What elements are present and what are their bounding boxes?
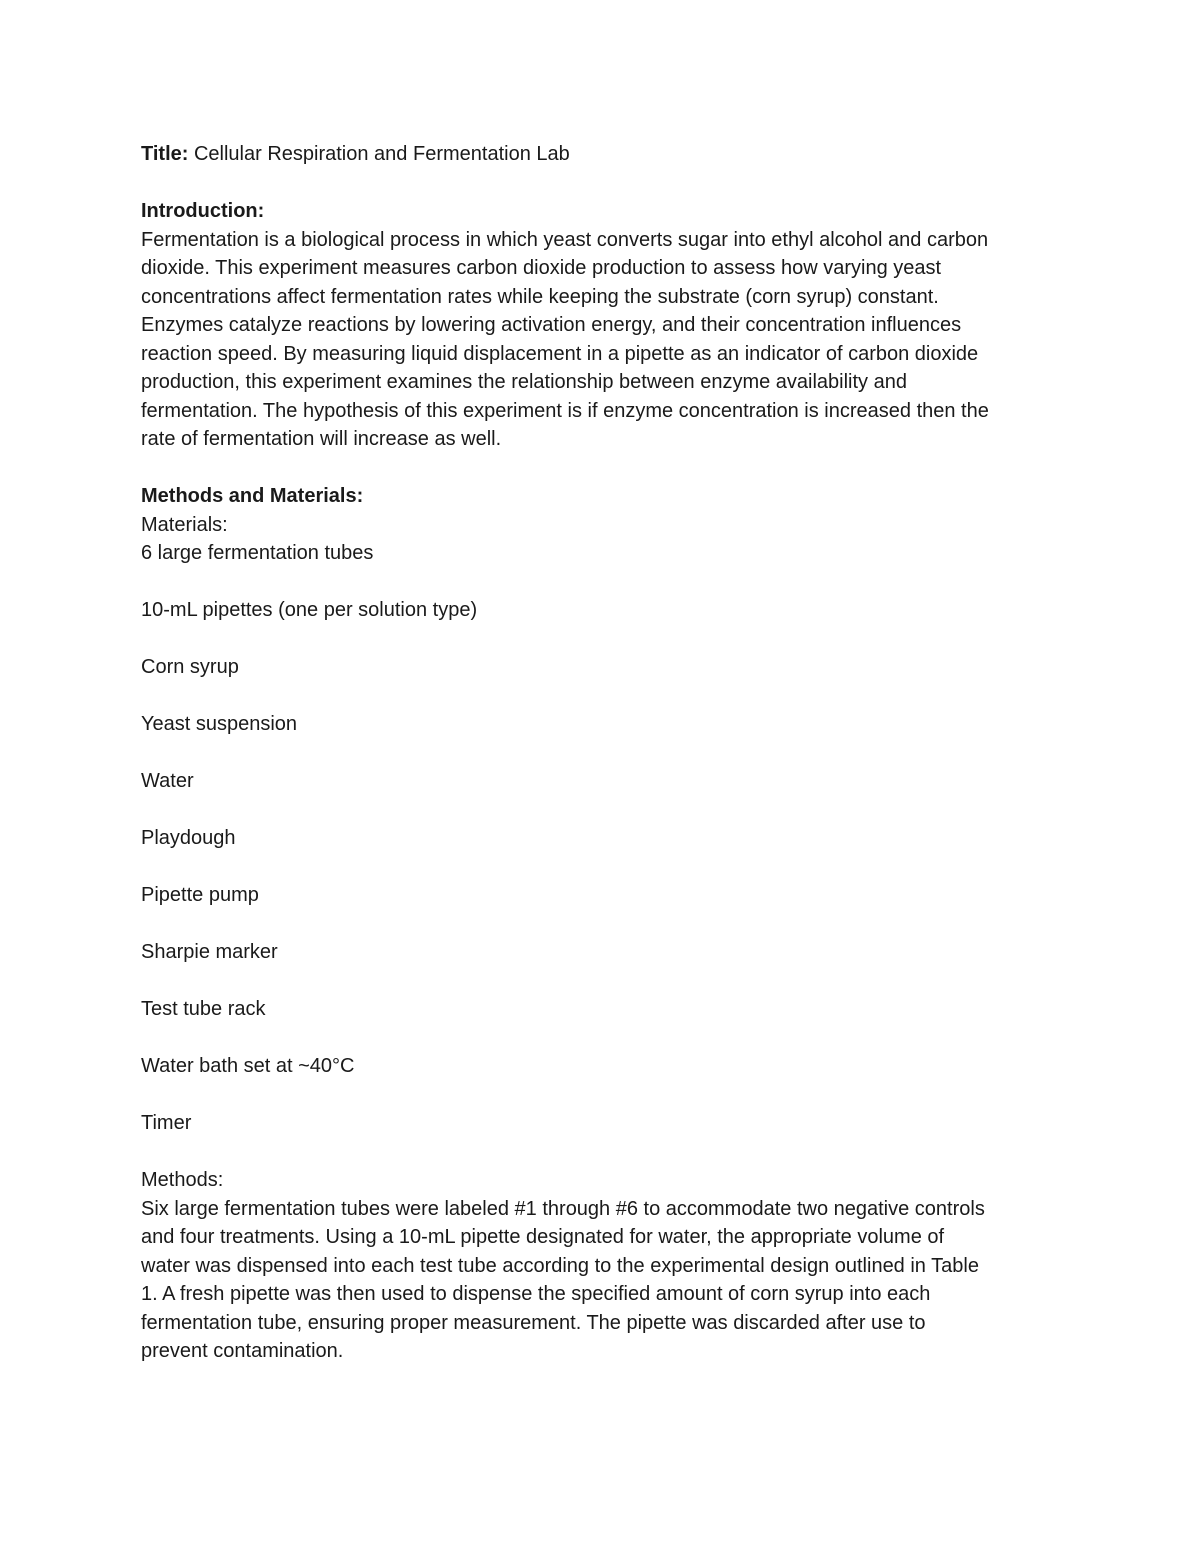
material-item: Yeast suspension (141, 713, 298, 735)
methods-label: Methods: (141, 1169, 224, 1191)
material-item: Test tube rack (141, 998, 266, 1020)
spacer (141, 910, 1066, 939)
methods-and-materials-heading: Methods and Materials: (141, 485, 364, 507)
methods-line: water was dispensed into each test tube according to the experimental design outlined in Table (141, 1254, 979, 1277)
spacer (141, 568, 1066, 597)
methods-line: prevent contamination. (141, 1340, 344, 1362)
material-item: Water bath set at ~40°C (141, 1055, 355, 1077)
spacer (141, 853, 1066, 882)
material-item: Corn syrup (141, 656, 239, 678)
spacer (141, 454, 1066, 483)
methods-line: 1. A fresh pipette was then used to dispense the specified amount of corn syrup into each (141, 1283, 931, 1305)
introduction-line: concentrations affect fermentation rates while keeping the substrate (corn syrup) constant. (141, 285, 939, 308)
spacer (141, 1138, 1066, 1167)
spacer (141, 967, 1066, 996)
spacer (141, 625, 1066, 654)
spacer (141, 739, 1066, 768)
introduction-line: Fermentation is a biological process in which yeast converts sugar into ethyl alcohol and carbon (141, 228, 989, 251)
material-item: Playdough (141, 827, 236, 849)
material-item: 6 large fermentation tubes (141, 542, 374, 564)
material-item: 10-mL pipettes (one per solution type) (141, 599, 478, 621)
methods-line: and four treatments. Using a 10-mL pipette designated for water, the appropriate volume of (141, 1226, 945, 1248)
spacer (141, 1081, 1066, 1110)
introduction-line: reaction speed. By measuring liquid displacement in a pipette as an indicator of carbon dioxide (141, 342, 979, 365)
methods-paragraph (141, 1195, 1066, 1366)
introduction-line: fermentation. The hypothesis of this experiment is if enzyme concentration is increased then the (141, 399, 989, 422)
title-label: Title: (141, 143, 189, 165)
methods-line: fermentation tube, ensuring proper measurement. The pipette was discarded after use to (141, 1311, 926, 1334)
spacer (141, 1024, 1066, 1053)
introduction-line: production, this experiment examines the relationship between enzyme availability and (141, 371, 907, 393)
methods-line: Six large fermentation tubes were labeled #1 through #6 to accommodate two negative controls (141, 1197, 985, 1220)
spacer (141, 796, 1066, 825)
introduction-line: rate of fermentation will increase as well. (141, 428, 502, 450)
materials-label: Materials: (141, 513, 228, 536)
title-line (141, 140, 1066, 169)
introduction-heading: Introduction: (141, 200, 265, 222)
title-text: Cellular Respiration and Fermentation Lab (188, 143, 570, 165)
introduction-line: dioxide. This experiment measures carbon dioxide production to assess how varying yeast (141, 257, 942, 279)
material-item: Timer (141, 1112, 192, 1134)
material-item: Pipette pump (141, 884, 259, 906)
material-item: Sharpie marker (141, 941, 278, 963)
introduction-paragraph (141, 226, 1066, 454)
material-item: Water (141, 770, 194, 792)
document-body (141, 140, 1066, 1366)
spacer (141, 169, 1066, 198)
materials-list (141, 539, 1066, 1138)
introduction-line: Enzymes catalyze reactions by lowering activation energy, and their concentration influences (141, 314, 962, 336)
spacer (141, 682, 1066, 711)
